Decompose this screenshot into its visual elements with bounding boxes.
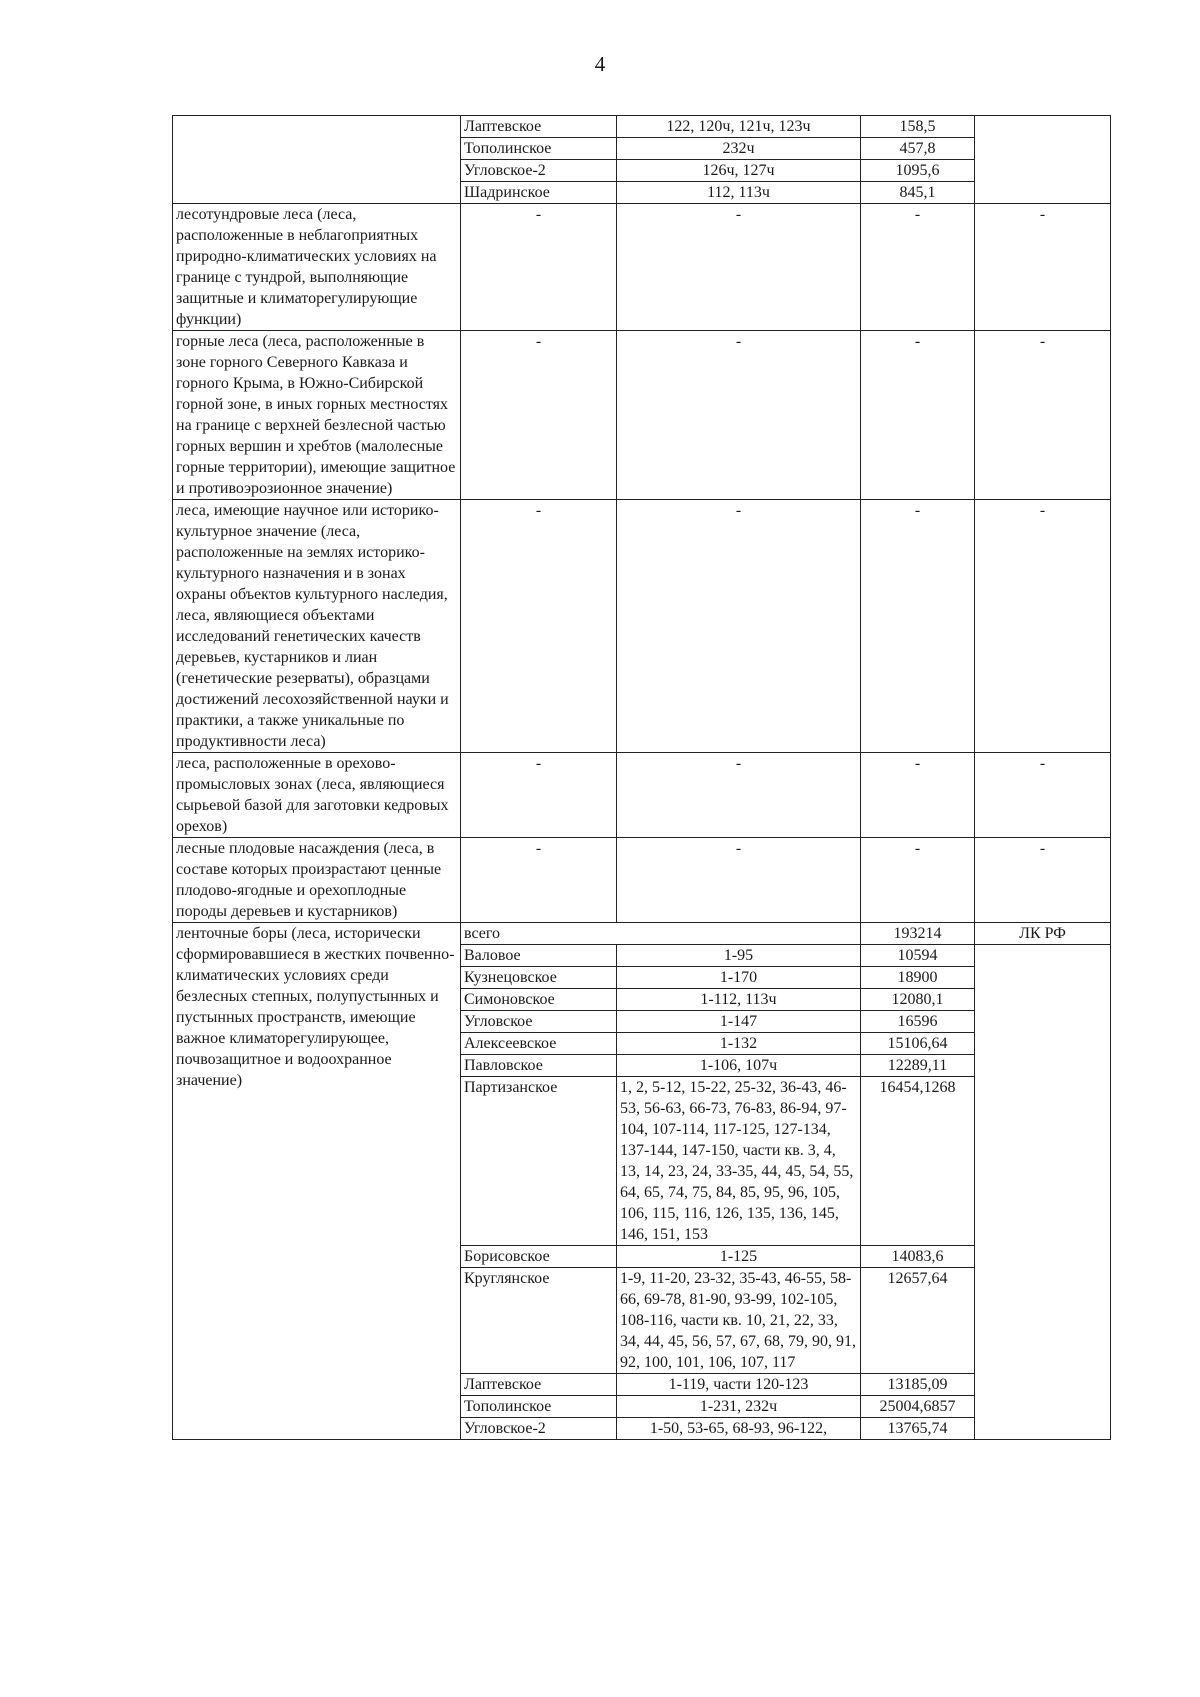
quarters-cell: 1-147 [617,1011,861,1033]
forestry-cell: Угловское-2 [461,160,617,182]
dash-cell: - [617,500,861,753]
quarters-cell: 1-170 [617,967,861,989]
empty-category-cell [173,116,461,204]
forestry-cell: Шадринское [461,182,617,204]
quarters-cell: 126ч, 127ч [617,160,861,182]
quarters-cell: 1-132 [617,1033,861,1055]
table-row [173,500,1111,753]
dash-cell: - [861,500,975,753]
forestry-cell: Угловское-2 [461,1418,617,1440]
area-cell: 12657,64 [861,1268,975,1374]
forestry-cell: Симоновское [461,989,617,1011]
dash-cell: - [461,204,617,331]
forest-category-table [172,115,1111,1440]
quarters-cell: 1-112, 113ч [617,989,861,1011]
quarters-cell: 1-119, части 120-123 [617,1374,861,1396]
table-row [173,204,1111,331]
table-row [173,838,1111,923]
dash-cell: - [861,838,975,923]
forestry-cell: Партизанское [461,1077,617,1246]
area-cell: 845,1 [861,182,975,204]
forestry-cell: Лаптевское [461,116,617,138]
forestry-cell: Борисовское [461,1246,617,1268]
quarters-cell: 112, 113ч [617,182,861,204]
dash-cell: - [461,500,617,753]
forestry-cell: Тополинское [461,138,617,160]
dash-cell: - [861,753,975,838]
category-description: леса, имеющие научное или историко-культурное значение (леса, расположенные на землях историко-культурного назначения и в зонах охраны объектов культурного наследия, леса, являющиеся объектами исследований генетических качеств деревьев, кустарников и лиан (генетические резерваты), образцами достижений лесохозяйственной науки и практики, а также уникальные по продуктивности леса) [173,500,461,753]
category-description: ленточные боры (леса, исторически сформировавшиеся в жестких почвенно-климатических условиях среди безлесных степных, полупустынных и пустынных пространств, имеющие важное климаторегулирующее, почвозащитное и водоохранное значение) [173,923,461,1440]
quarters-cell: 232ч [617,138,861,160]
dash-cell: - [617,331,861,500]
area-cell: 457,8 [861,138,975,160]
dash-cell: - [975,500,1111,753]
empty-basis-cell [975,116,1111,204]
area-cell: 15106,64 [861,1033,975,1055]
category-description: лесотундровые леса (леса, расположенные в неблагоприятных природно-климатических условиях на границе с тундрой, выполняющие защитные и климаторегулирующие функции) [173,204,461,331]
dash-cell: - [975,753,1111,838]
quarters-cell: 1-95 [617,945,861,967]
area-cell: 16596 [861,1011,975,1033]
dash-cell: - [461,838,617,923]
category-description: лесные плодовые насаждения (леса, в составе которых произрастают ценные плодово-ягодные и орехоплодные породы деревьев и кустарников) [173,838,461,923]
forestry-cell: Павловское [461,1055,617,1077]
area-cell: 12080,1 [861,989,975,1011]
quarters-cell: 1-9, 11-20, 23-32, 35-43, 46-55, 58-66, 69-78, 81-90, 93-99, 102-105, 108-116, части кв. 10, 21, 22, 33, 34, 44, 45, 56, 57, 67, 68, 79, 90, 91, 92, 100, 101, 106, 107, 117 [617,1268,861,1374]
forestry-cell: Валовое [461,945,617,967]
forestry-cell: Лаптевское [461,1374,617,1396]
area-cell: 12289,11 [861,1055,975,1077]
table-row [173,753,1111,838]
area-cell: 10594 [861,945,975,967]
total-area: 193214 [861,923,975,945]
dash-cell: - [975,838,1111,923]
quarters-cell: 122, 120ч, 121ч, 123ч [617,116,861,138]
dash-cell: - [861,331,975,500]
forestry-cell: Кузнецовское [461,967,617,989]
area-cell: 13765,74 [861,1418,975,1440]
page-number: 4 [594,52,606,76]
quarters-cell: 1-106, 107ч [617,1055,861,1077]
area-cell: 158,5 [861,116,975,138]
area-cell: 1095,6 [861,160,975,182]
area-cell: 18900 [861,967,975,989]
area-cell: 16454,1268 [861,1077,975,1246]
forestry-cell: Круглянское [461,1268,617,1374]
dash-cell: - [617,753,861,838]
quarters-cell: 1-125 [617,1246,861,1268]
forestry-cell: Угловское [461,1011,617,1033]
area-cell: 14083,6 [861,1246,975,1268]
dash-cell: - [617,838,861,923]
dash-cell: - [975,331,1111,500]
table-row [173,331,1111,500]
area-cell: 13185,09 [861,1374,975,1396]
dash-cell: - [461,753,617,838]
dash-cell: - [617,204,861,331]
forestry-cell: Тополинское [461,1396,617,1418]
total-label: всего [461,923,861,945]
table-row [173,923,1111,945]
category-description: леса, расположенные в орехово-промысловых зонах (леса, являющиеся сырьевой базой для заготовки кедровых орехов) [173,753,461,838]
empty-basis-cell [975,945,1111,1440]
quarters-cell: 1-50, 53-65, 68-93, 96-122, [617,1418,861,1440]
legal-basis: ЛК РФ [975,923,1111,945]
category-description: горные леса (леса, расположенные в зоне горного Северного Кавказа и горного Крыма, в Южно-Сибирской горной зоне, в иных горных местностях на границе с верхней безлесной частью горных вершин и хребтов (малолесные горные территории), имеющие защитное и противоэрозионное значение) [173,331,461,500]
dash-cell: - [975,204,1111,331]
quarters-cell: 1-231, 232ч [617,1396,861,1418]
quarters-cell: 1, 2, 5-12, 15-22, 25-32, 36-43, 46-53, 56-63, 66-73, 76-83, 86-94, 97-104, 107-114, 117-125, 127-134, 137-144, 147-150, части кв. 3, 4, 13, 14, 23, 24, 33-35, 44, 45, 54, 55, 64, 65, 74, 75, 84, 85, 95, 96, 105, 106, 115, 116, 126, 135, 136, 145, 146, 151, 153 [617,1077,861,1246]
dash-cell: - [861,204,975,331]
area-cell: 25004,6857 [861,1396,975,1418]
dash-cell: - [461,331,617,500]
table-row [173,116,1111,138]
forestry-cell: Алексеевское [461,1033,617,1055]
